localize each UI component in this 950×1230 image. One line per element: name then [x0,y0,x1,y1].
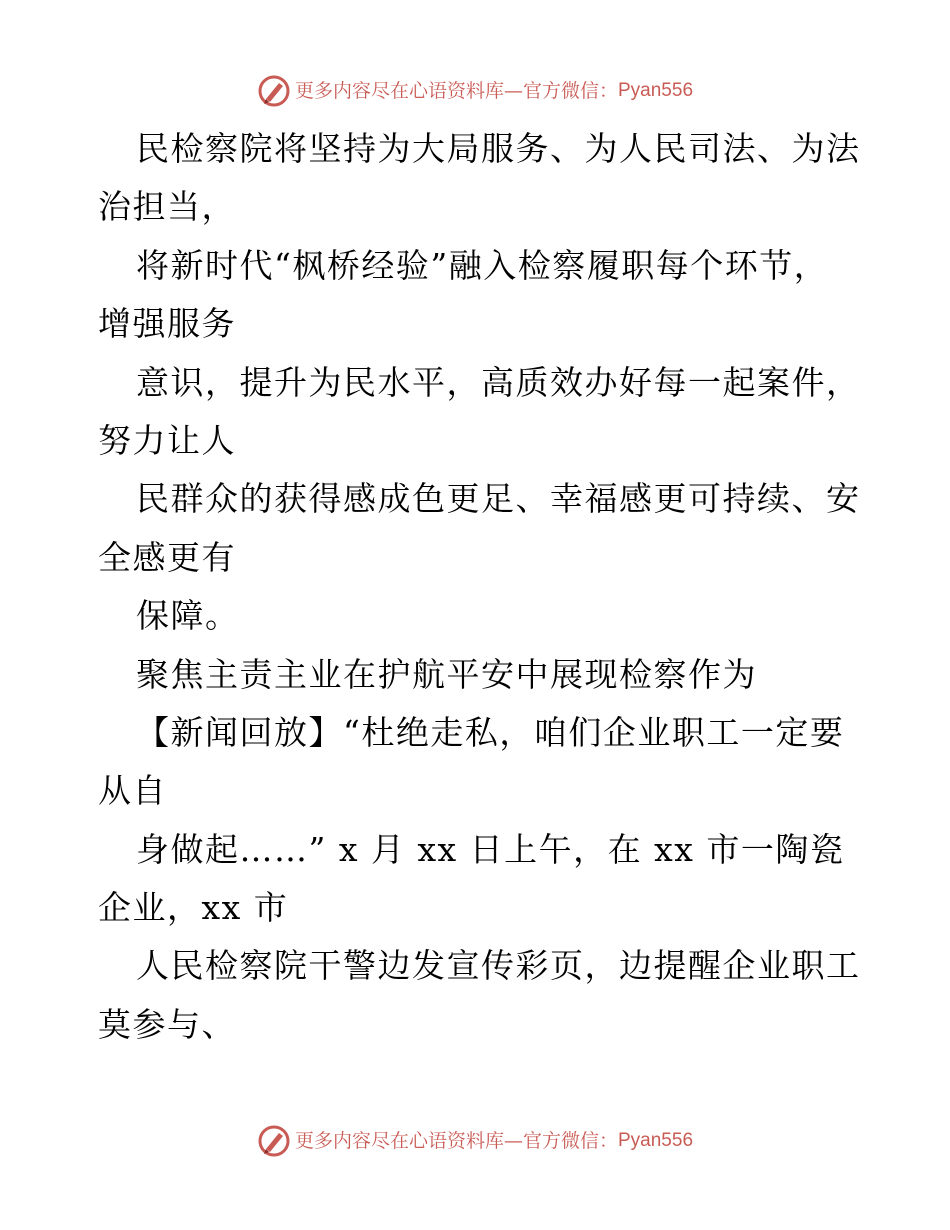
text-line: 民群众的获得感成色更足、幸福感更可持续、安 [136,479,861,519]
text-line: 保障。 [136,596,240,636]
text-line: 治担当， [98,187,236,227]
text-line: 【新闻回放】“杜绝走私，咱们企业职工一定要 [136,712,845,752]
text-line: 民检察院将坚持为大局服务、为人民司法、为法 [136,129,861,168]
watermark-wechat-id: Pyan556 [618,80,694,101]
text-line: 增强服务 [98,304,236,344]
text-line: 企业，xx 市 [98,888,289,928]
document-body [98,120,861,1054]
text-line: 意识，提升为民水平，高质效办好每一起案件， [136,362,861,402]
text-line: 身做起……” x 月 xx 日上午，在 xx 市一陶瓷 [136,829,845,869]
section-heading: 聚焦主责主业在护航平安中展现检察作为 [136,654,757,694]
text-line: 努力让人 [98,420,236,460]
watermark-text: 更多内容尽在心语资料库—官方微信： [294,80,618,102]
pen-logo-icon [257,1124,291,1158]
watermark-text: 更多内容尽在心语资料库—官方微信： [294,1130,618,1152]
pen-logo-icon [257,74,291,108]
text-line: 将新时代“枫桥经验”融入检察履职每个环节， [136,245,829,285]
text-line: 人民检察院干警边发宣传彩页，边提醒企业职工 [136,946,861,986]
footer-watermark [0,1124,950,1158]
text-line: 从自 [98,771,167,811]
watermark-wechat-id: Pyan556 [618,1130,694,1151]
text-line: 莫参与、 [98,1004,236,1044]
header-watermark [0,74,950,108]
text-line: 全感更有 [98,537,236,577]
